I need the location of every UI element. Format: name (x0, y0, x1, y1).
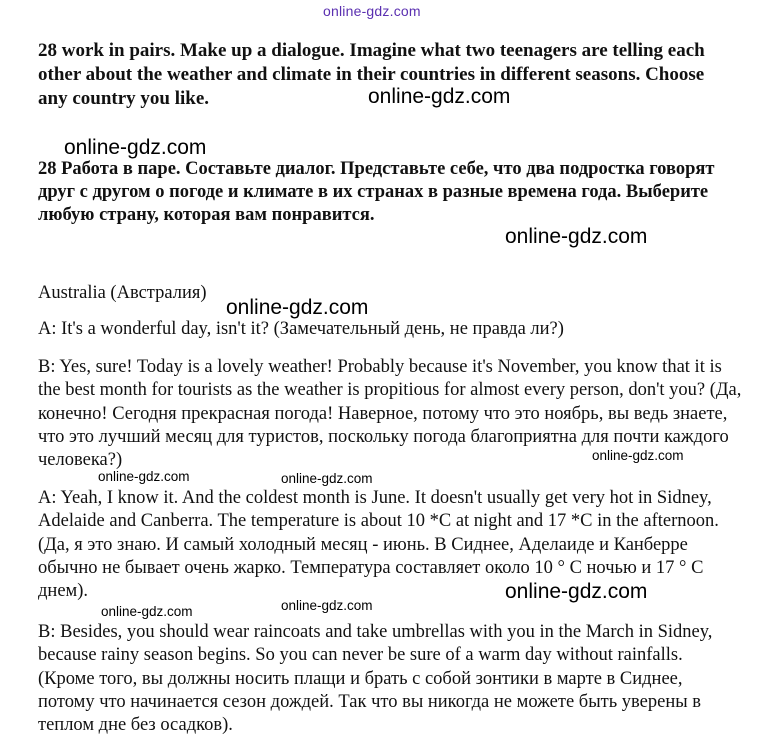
watermark: online-gdz.com (505, 225, 648, 248)
dialogue-line: B: Besides, you should wear raincoats and take umbrellas with you in the March in Sidney, because rainy season begins. So you can never be sure of a warm day without rainfalls. (Кроме того, вы должны носить плащи и брать с собой зонтики в марте в Сиднее, потому что начинается сезон дождей. Так что вы никогда не можете быть уверены в теплом дне без осадков). (38, 622, 713, 736)
country-heading: Australia (Австралия) (38, 283, 207, 303)
watermark: online-gdz.com (281, 471, 373, 486)
dialogue-line: B: Yes, sure! Today is a lovely weather! Probably because it's November, you know that it is the best month for tourists as the weather is propitious for almost every person, don't you? (Да, конечно! Сегодня прекрасная погода! Наверное, потому что это ноябрь, вы ведь знаете, что это лучший месяц для туристов, поскольку погода благоприятна для почти каждого человека?) (38, 357, 742, 471)
watermark: online-gdz.com (281, 598, 373, 613)
watermark: online-gdz.com (592, 448, 684, 463)
dialogue-line: A: Yeah, I know it. And the coldest month is June. It doesn't usually get very hot in Sidney, Adelaide and Canberra. The temperature is about 10 *C at night and 17 *C in the afternoon. (Да, я это знаю. И самый холодный месяц - июнь. В Сиднее, Аделаиде и Канберре обычно не бывает очень жарко. Температура составляет около 10 ° С ночью и 17 ° С днем). (38, 488, 719, 602)
dialogue-line: A: It's a wonderful day, isn't it? (Замечательный день, не правда ли?) (38, 319, 564, 339)
watermark: online-gdz.com (64, 136, 207, 159)
watermark-top: online-gdz.com (323, 3, 421, 19)
watermark: online-gdz.com (368, 85, 511, 108)
watermark: online-gdz.com (98, 469, 190, 484)
watermark: online-gdz.com (226, 296, 369, 319)
watermark: online-gdz.com (505, 580, 648, 603)
watermark: online-gdz.com (101, 604, 193, 619)
task-russian: 28 Работа в паре. Составьте диалог. Представьте себе, что два подростка говорят друг с другом о погоде и климате в их странах в разные времена года. Выберите любую страну, которая вам понравится. (38, 159, 715, 225)
task-english: 28 work in pairs. Make up a dialogue. Imagine what two teenagers are telling each other about the weather and climate in their countries in different seasons. Choose any country you like. (38, 40, 705, 109)
